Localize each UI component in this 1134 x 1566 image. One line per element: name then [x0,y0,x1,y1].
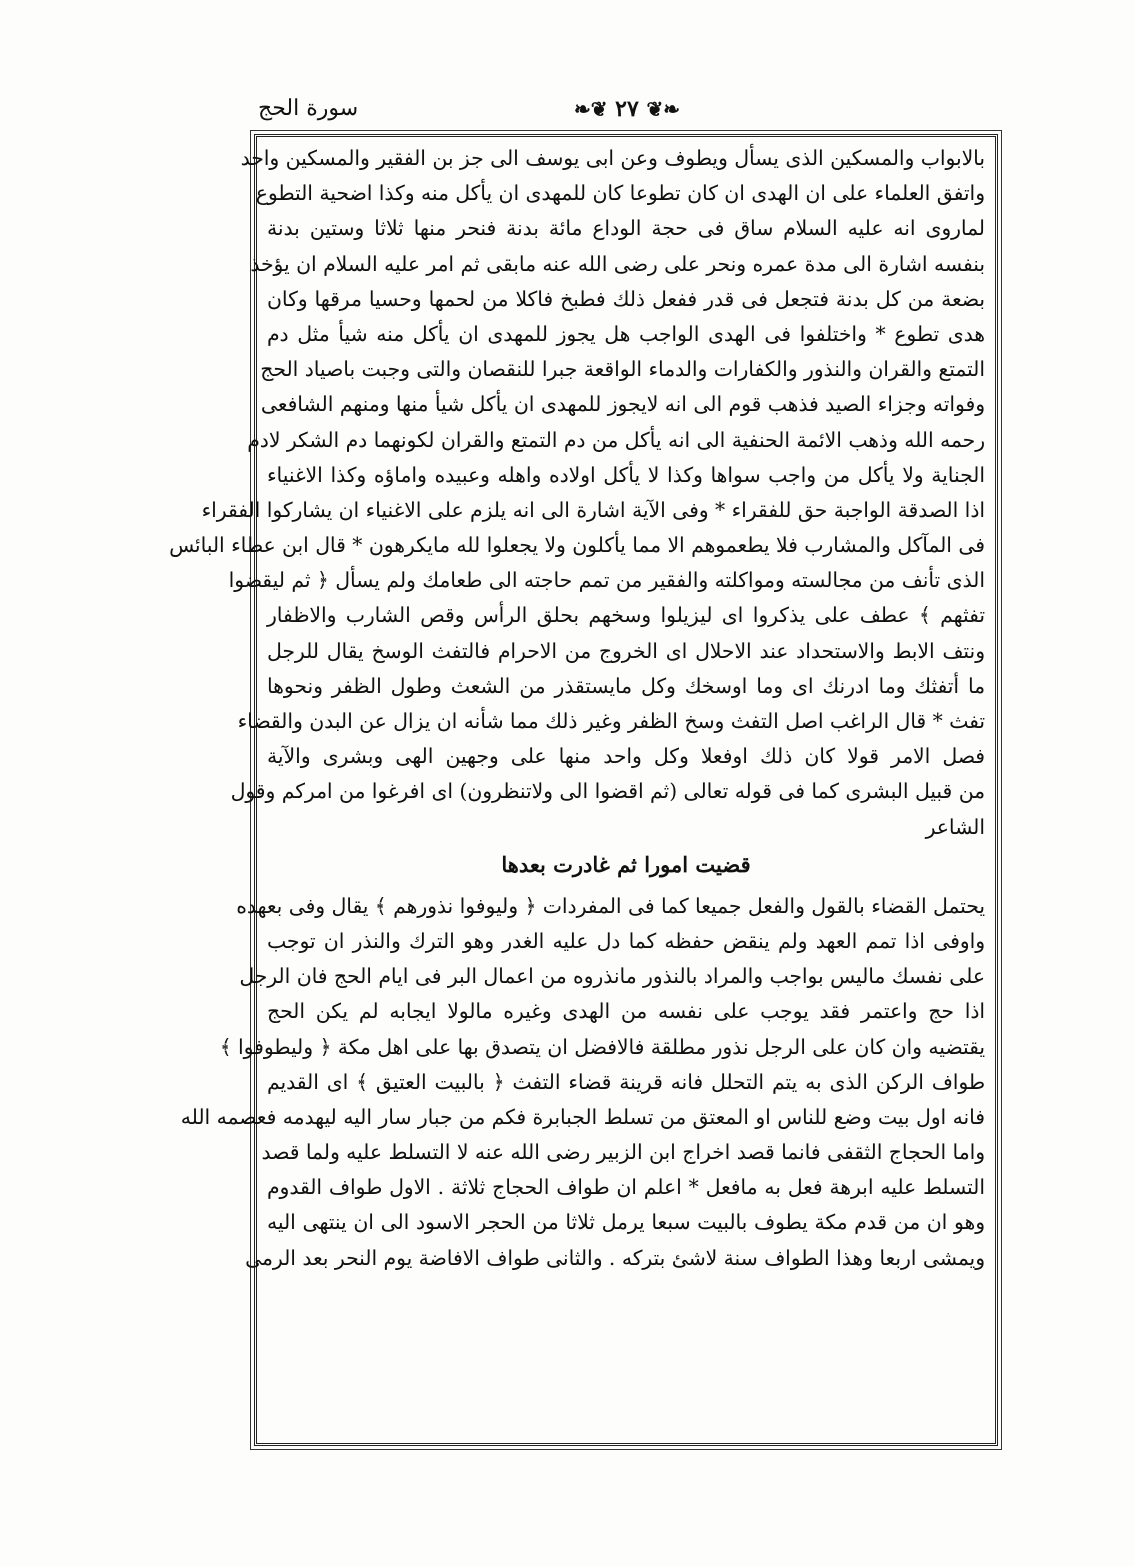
text-line: ويمشى اربعا وهذا الطواف سنة لاشئ بتركه . والثانى طواف الافاضة يوم النحر بعد الرمى [245,1245,985,1270]
text-line: وهو ان من قدم مكة يطوف بالبيت سبعا يرمل ثلاثا من الحجر الاسود الى ان ينتهى اليه [267,1210,985,1235]
text-line: فى المآكل والمشارب فلا يطعموهم الا مما يأكلون ولا يجعلوا لله مايكرهون * قال ابن عطاء البائس [169,533,985,558]
text-frame [169,134,998,1446]
text-line: واما الحجاج الثقفى فانما قصد اخراج ابن الزبير رضى الله عنه لا التسلط عليه ولما قصد [261,1140,985,1165]
ornament-left-icon: ❧❦ [573,97,608,121]
page-header [258,96,996,132]
text-line: تفثهم ﴾ عطف على يذكروا اى ليزيلوا وسخهم بحلق الرأس وقص الشارب والاظفار [267,603,985,628]
text-line: طواف الركن الذى به يتم التحلل فانه قرينة قضاء التفث ﴿ بالبيت العتيق ﴾ اى القديم [267,1069,985,1094]
text-line: بالابواب والمسكين الذى يسأل ويطوف وعن ابى يوسف الى جز بن الفقير والمسكين واحد [240,146,985,170]
text-line: واتفق العلماء على ان الهدى ان كان تطوعا كان للمهدى ان يأكل منه وكذا اضحية التطوع [255,181,985,206]
text-line: يقتضيه وان كان على الرجل نذور مطلقة فالافضل ان يتصدق بها على اهل مكة ﴿ وليطوفوا ﴾ [219,1034,985,1059]
text-line: وفواته وجزاء الصيد فذهب قوم الى انه لايجوز للمهدى ان يأكل شيأ منها ومنهم الشافعى [260,392,985,417]
text-line: واوفى اذا تمم العهد ولم ينقض حفظه كما دل عليه الغدر وهو الترك والنذر ان توجب [267,928,985,953]
text-body [169,141,985,1437]
page-number-text: ٢٧ [615,96,639,122]
text-line: على نفسك ماليس بواجب والمراد بالنذور مانذروه من اعمال البر فى ايام الحج فان الرجل [239,964,985,989]
text-line: بنفسه اشارة الى مدة عمره ونحر على رضى الله عنه مابقى ثم امر عليه السلام ان يؤخذ [250,251,985,276]
text-line: ونتف الابط والاستحداد عند الاحلال اى الخروج من الاحرام فالتفث الوسخ يقال للرجل [267,638,985,663]
poetry-verse: قضيت امورا ثم غادرت بعدها [501,851,751,877]
text-line: فانه اول بيت وضع للناس او المعتق من تسلط الجبابرة فكم من جبار سار اليه ليهدمه فعصمه الله [180,1104,985,1129]
text-line: تفث * قال الراغب اصل التفث وسخ الظفر وغير ذلك مما شأنه ان يزال عن البدن والقضاء [237,709,985,733]
text-line: يحتمل القضاء بالقول والفعل جميعا كما فى المفردات ﴿ وليوفوا نذورهم ﴾ يقال وفى بعهده [236,893,985,918]
text-line: بضعة من كل بدنة فتجعل فى قدر ففعل ذلك فطبخ فاكلا من لحمها وحسيا مرقها وكان [267,286,985,311]
text-line: الجناية ولا يأكل من واجب سواها وكذا لا يأكل اولاده واهله وعبيده واماؤه وكذا الاغنياء [267,462,985,487]
page-number [258,96,996,122]
text-line: رحمه الله وذهب الائمة الحنفية الى انه يأكل من دم التمتع والقران لكونهما دم الشكر لادم [247,427,985,452]
text-line: ما أتفثك وما ادرنك اى وما اوسخك وكل مايستقذر من الشعث وطول الظفر ونحوها [267,673,985,698]
text-line: هدى تطوع * واختلفوا فى الهدى الواجب هل يجوز للمهدى ان يأكل منه شيأ مثل دم [267,321,985,346]
text-line: التسلط عليه ابرهة فعل به مافعل * اعلم ان طواف الحجاج ثلاثة . الاول طواف القدوم [267,1175,985,1200]
text-line: من قبيل البشرى كما فى قوله تعالى (ثم اقضوا الى ولاتنظرون) اى افرغوا من امركم وقول [230,779,985,804]
surah-title: سورة الحج [258,96,359,121]
text-line: التمتع والقران والنذور والكفارات والدماء الواقعة جبرا للنقصان والتى وجبت باصياد الحج [260,357,985,382]
text-line: اذا حج واعتمر فقد يوجب على نفسه من الهدى وغيره مالولا ايجابه لم يكن الحج [267,999,985,1024]
text-line: الشاعر [925,814,985,839]
text-line: اذا الصدقة الواجبة حق للفقراء * وفى الآية اشارة الى انه يلزم على الاغنياء ان يشاركوا الفقراء [201,497,985,522]
text-line: لماروى انه عليه السلام ساق فى حجة الوداع مائة بدنة فنحر منها ثلاثا وستين بدنة [267,216,985,241]
text-line: فصل الامر قولا كان ذلك اوفعلا وكل واحد منها على وجهين الهى وبشرى والآية [267,744,985,769]
text-line: الذى تأنف من مجالسته ومواكلته والفقير من تمم حاجته الى طعامك ولم يسأل ﴿ ثم ليقضوا [228,568,985,593]
ornament-right-icon: ❦❧ [646,97,680,121]
